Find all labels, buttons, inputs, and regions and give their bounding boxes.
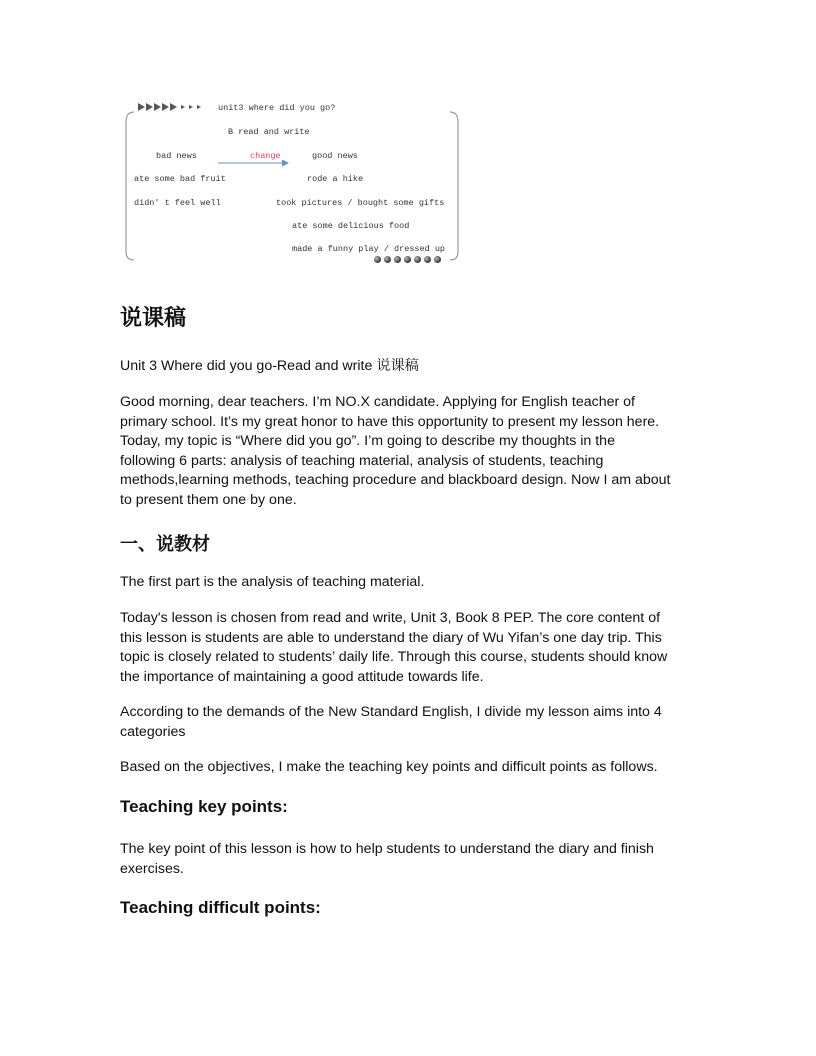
intro-line: Good morning, dear teachers. I’m NO.X candidate. Applying for English teacher of: [120, 394, 635, 410]
material-line: the importance of maintaining a good attitude towards life.: [120, 668, 484, 685]
change-arrow-icon: [218, 159, 290, 167]
board-change-label: change: [250, 151, 281, 161]
material-line: topic is closely related to students’ daily life. Through this course, students should know: [120, 649, 668, 665]
intro-line: following 6 parts: analysis of teaching material, analysis of students, teaching: [120, 452, 604, 469]
board-bad-label: bad news: [156, 151, 197, 161]
key-points-line: The key point of this lesson is how to help students to understand the diary and finish: [120, 841, 654, 857]
key-points-heading: Teaching key points:: [120, 797, 288, 816]
key-points-line: exercises.: [120, 860, 184, 877]
intro-line: primary school. It’s my great honor to have this opportunity to present my lesson here.: [120, 413, 660, 430]
objectives-paragraph: Based on the objectives, I make the teaching key points and difficult points as follows.: [120, 759, 658, 775]
aims-line: According to the demands of the New Standard English, I divide my lesson aims into 4: [120, 704, 662, 720]
board-good-item: ate some delicious food: [292, 221, 410, 231]
material-line: Today's lesson is chosen from read and write, Unit 3, Book 8 PEP. The core content of: [120, 610, 661, 626]
difficult-points-heading: Teaching difficult points:: [120, 898, 321, 917]
subtitle: Unit 3 Where did you go-Read and write 说课稿: [120, 358, 419, 374]
section-heading-material: 一、说教材: [120, 534, 210, 555]
board-bad-item: didn' t feel well: [134, 198, 221, 208]
board-heading: unit3 where did you go?: [218, 103, 336, 113]
material-line: this lesson is students are able to understand the diary of Wu Yifan’s one day trip. This: [120, 629, 662, 646]
board-good-item: rode a hike: [307, 174, 364, 184]
page-title: 说课稿: [120, 306, 187, 331]
aims-line: categories: [120, 723, 186, 740]
intro-line: to present them one by one.: [120, 491, 297, 508]
board-good-label: good news: [312, 151, 358, 161]
intro-line: methods,learning methods, teaching procedure and blackboard design. Now I am about: [120, 472, 671, 488]
board-subheading: B read and write: [228, 127, 310, 137]
intro-line: Today, my topic is “Where did you go”. I’m going to describe my thoughts in the: [120, 433, 615, 449]
blackboard-figure: [124, 100, 462, 268]
arrow-bullets-icon: [138, 103, 201, 113]
board-good-item: took pictures / bought some gifts: [276, 198, 445, 208]
section-intro: The first part is the analysis of teaching material.: [120, 574, 425, 590]
board-bad-item: ate some bad fruit: [134, 174, 226, 184]
board-good-item: made a funny play / dressed up: [292, 244, 446, 254]
dots-decoration-icon: [374, 256, 441, 263]
